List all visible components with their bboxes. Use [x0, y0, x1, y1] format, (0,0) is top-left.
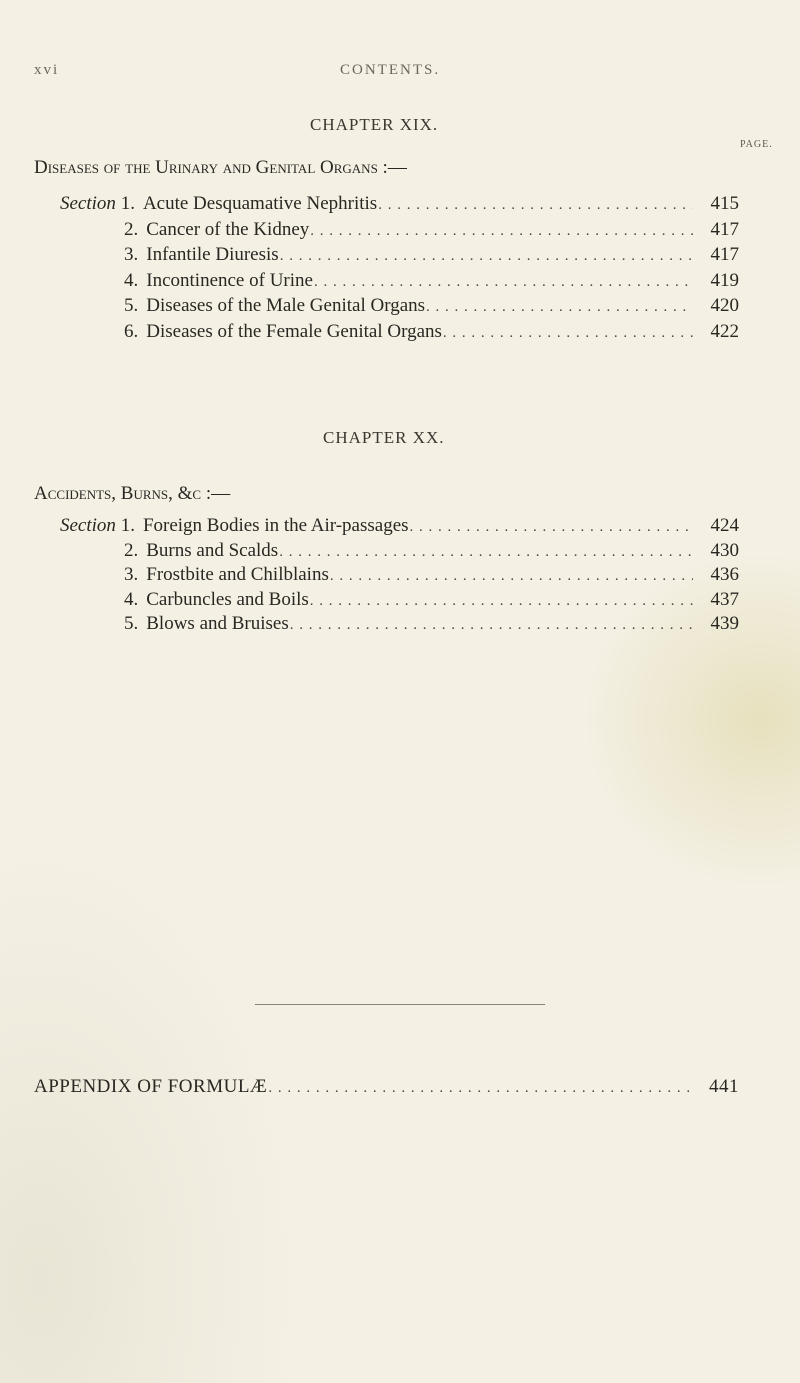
entry-title: Burns and Scalds: [146, 539, 279, 561]
entry-title: Carbuncles and Boils: [146, 588, 309, 610]
toc-entry[interactable]: [124, 564, 739, 587]
section-word: Section: [60, 193, 116, 214]
dot-leader: [443, 322, 693, 344]
dot-leader: [330, 565, 693, 587]
dot-leader: [279, 541, 693, 563]
section-number: Section 1.: [60, 515, 135, 536]
section-number: 2.: [124, 539, 139, 561]
entry-title: Frostbite and Chilblains: [146, 564, 329, 585]
section-number: 2.: [124, 218, 139, 240]
entry-title: Diseases of the Male Genital Organs: [146, 295, 426, 316]
appendix-entry[interactable]: [34, 1076, 739, 1099]
entry-page-number: 422: [710, 320, 739, 342]
appendix-title: APPENDIX OF FORMULÆ: [34, 1076, 268, 1097]
toc-entry[interactable]: [124, 321, 739, 344]
toc-entry[interactable]: [124, 540, 739, 563]
section-number: 4.: [124, 588, 139, 610]
dot-leader: [378, 194, 693, 216]
section-divider: [255, 1004, 545, 1005]
dot-leader: [290, 614, 693, 636]
page-column-label: PAGE.: [740, 139, 773, 150]
entry-page-number: 436: [710, 564, 739, 585]
entry-page-number: 419: [710, 269, 739, 291]
dot-leader: [410, 516, 693, 538]
section-word: Section: [60, 515, 116, 536]
chapter-20-title: CHAPTER XX.: [323, 428, 445, 447]
entry-title: Incontinence of Urine: [146, 269, 313, 291]
dot-leader: [314, 271, 693, 293]
section-number: 5.: [124, 613, 139, 634]
toc-entry[interactable]: [124, 589, 739, 612]
toc-entry[interactable]: [124, 295, 739, 318]
entry-title: Blows and Bruises: [146, 613, 289, 634]
chapter-19-heading: Diseases of the Urinary and Genital Organs :—: [34, 157, 407, 178]
entry-page-number: 439: [710, 613, 739, 634]
entry-page-number: 415: [710, 193, 739, 214]
toc-entry[interactable]: [124, 613, 739, 636]
dot-leader: [310, 220, 693, 242]
entry-page-number: 420: [710, 295, 739, 316]
entry-title: Infantile Diuresis: [146, 244, 279, 265]
toc-entry[interactable]: [124, 270, 739, 293]
section-number: Section 1.: [60, 193, 135, 214]
entry-title: Foreign Bodies in the Air-passages: [142, 515, 409, 536]
chapter-19-title: CHAPTER XIX.: [310, 115, 439, 134]
entry-page-number: 417: [710, 218, 739, 240]
running-title: CONTENTS.: [340, 62, 441, 78]
entry-page-number: 437: [710, 588, 739, 610]
toc-entry[interactable]: [124, 244, 739, 267]
entry-page-number: 417: [710, 244, 739, 265]
entry-title: Acute Desquamative Nephritis: [142, 193, 378, 214]
toc-entry[interactable]: [60, 193, 739, 216]
entry-page-number: 430: [710, 539, 739, 561]
entry-title: Cancer of the Kidney: [146, 218, 310, 240]
dot-leader: [268, 1077, 693, 1099]
dot-leader: [280, 245, 693, 267]
toc-entry[interactable]: [60, 515, 739, 538]
section-number: 4.: [124, 269, 139, 291]
dot-leader: [310, 590, 693, 612]
section-number: 3.: [124, 244, 139, 265]
section-number: 3.: [124, 564, 139, 585]
appendix-page: 441: [709, 1076, 739, 1097]
chapter-20-heading: Accidents, Burns, &c :—: [34, 483, 231, 504]
roman-page-number: xvi: [34, 62, 60, 78]
section-number: 6.: [124, 320, 139, 342]
toc-entry[interactable]: [124, 219, 739, 242]
entry-page-number: 424: [710, 515, 739, 536]
dot-leader: [426, 296, 693, 318]
entry-title: Diseases of the Female Genital Organs: [146, 320, 442, 342]
section-number: 5.: [124, 295, 139, 316]
